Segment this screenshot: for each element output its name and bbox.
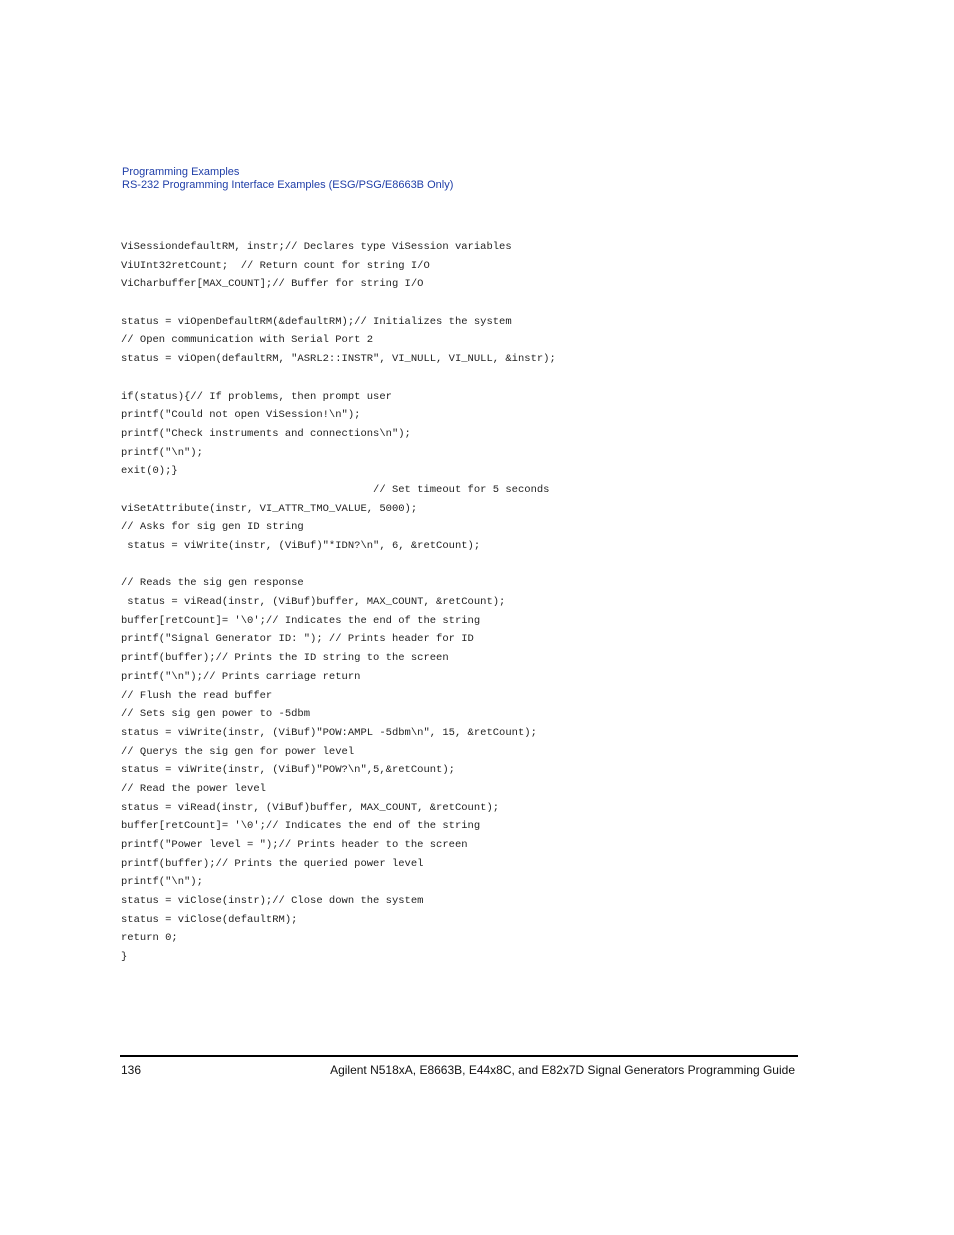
code-listing xyxy=(121,238,556,967)
document-title: Agilent N518xA, E8663B, E44x8C, and E82x7D Signal Generators Programming Guide xyxy=(330,1063,795,1077)
code-line xyxy=(121,294,556,313)
code-line xyxy=(121,556,556,575)
code-line: status = viClose(defaultRM); xyxy=(121,913,298,926)
code-line: buffer[retCount]= '\0';// Indicates the end of the string xyxy=(121,614,481,627)
code-line: exit(0);} xyxy=(121,465,178,478)
code-line: status = viWrite(instr, (ViBuf)"POW:AMPL -5dbm\n", 15, &retCount); xyxy=(121,726,537,739)
code-line: return 0; xyxy=(121,932,178,945)
subsection-title: RS-232 Programming Interface Examples (ESG/PSG/E8663B Only) xyxy=(122,179,454,191)
code-line: status = viOpen(defaultRM, "ASRL2::INSTR", VI_NULL, VI_NULL, &instr); xyxy=(121,353,556,366)
code-line: status = viClose(instr);// Close down the system xyxy=(121,895,424,908)
code-line: // Open communication with Serial Port 2 xyxy=(121,334,374,347)
running-header xyxy=(122,166,453,192)
code-line: // Flush the read buffer xyxy=(121,689,273,702)
code-line: status = viWrite(instr, (ViBuf)"*IDN?\n", 6, &retCount); xyxy=(121,540,481,552)
code-line: // Asks for sig gen ID string xyxy=(121,521,304,534)
code-line: printf("Signal Generator ID: "); // Prints header for ID xyxy=(121,633,474,646)
code-line: printf("\n");// Prints carriage return xyxy=(121,670,361,683)
section-title: Programming Examples xyxy=(122,166,240,178)
code-line: viSetAttribute(instr, VI_ATTR_TMO_VALUE, 5000); xyxy=(121,502,418,515)
code-line: status = viWrite(instr, (ViBuf)"POW?\n",5,&retCount); xyxy=(121,764,455,777)
code-line: // Sets sig gen power to -5dbm xyxy=(121,708,311,721)
code-line: if(status){// If problems, then prompt user xyxy=(121,390,392,403)
page-number: 136 xyxy=(121,1063,142,1077)
code-line: printf("Could not open ViSession!\n"); xyxy=(121,409,361,422)
code-line: // Read the power level xyxy=(121,782,266,795)
code-line: ViCharbuffer[MAX_COUNT];// Buffer for string I/O xyxy=(121,278,424,291)
footer-divider xyxy=(120,1055,798,1057)
code-line: // Set timeout for 5 seconds xyxy=(121,483,550,496)
code-line: // Reads the sig gen response xyxy=(121,577,304,590)
code-line: printf("\n"); xyxy=(121,446,203,459)
code-line: ViSessiondefaultRM, instr;// Declares type ViSession variables xyxy=(121,241,512,253)
code-line: buffer[retCount]= '\0';// Indicates the end of the string xyxy=(121,820,481,833)
code-line: status = viOpenDefaultRM(&defaultRM);// Initializes the system xyxy=(121,315,512,328)
code-line xyxy=(121,369,556,388)
code-line: status = viRead(instr, (ViBuf)buffer, MAX_COUNT, &retCount); xyxy=(121,596,506,609)
code-line: ViUInt32retCount; // Return count for string I/O xyxy=(121,259,430,272)
code-line: // Querys the sig gen for power level xyxy=(121,745,355,758)
code-line: printf(buffer);// Prints the queried power level xyxy=(121,857,424,870)
code-line: } xyxy=(121,951,128,964)
code-line: printf("Power level = ");// Prints header to the screen xyxy=(121,839,468,851)
code-line: printf(buffer);// Prints the ID string to the screen xyxy=(121,652,449,665)
code-line: printf("\n"); xyxy=(121,876,203,889)
code-line: printf("Check instruments and connections\n"); xyxy=(121,427,411,440)
code-line: status = viRead(instr, (ViBuf)buffer, MAX_COUNT, &retCount); xyxy=(121,801,500,814)
